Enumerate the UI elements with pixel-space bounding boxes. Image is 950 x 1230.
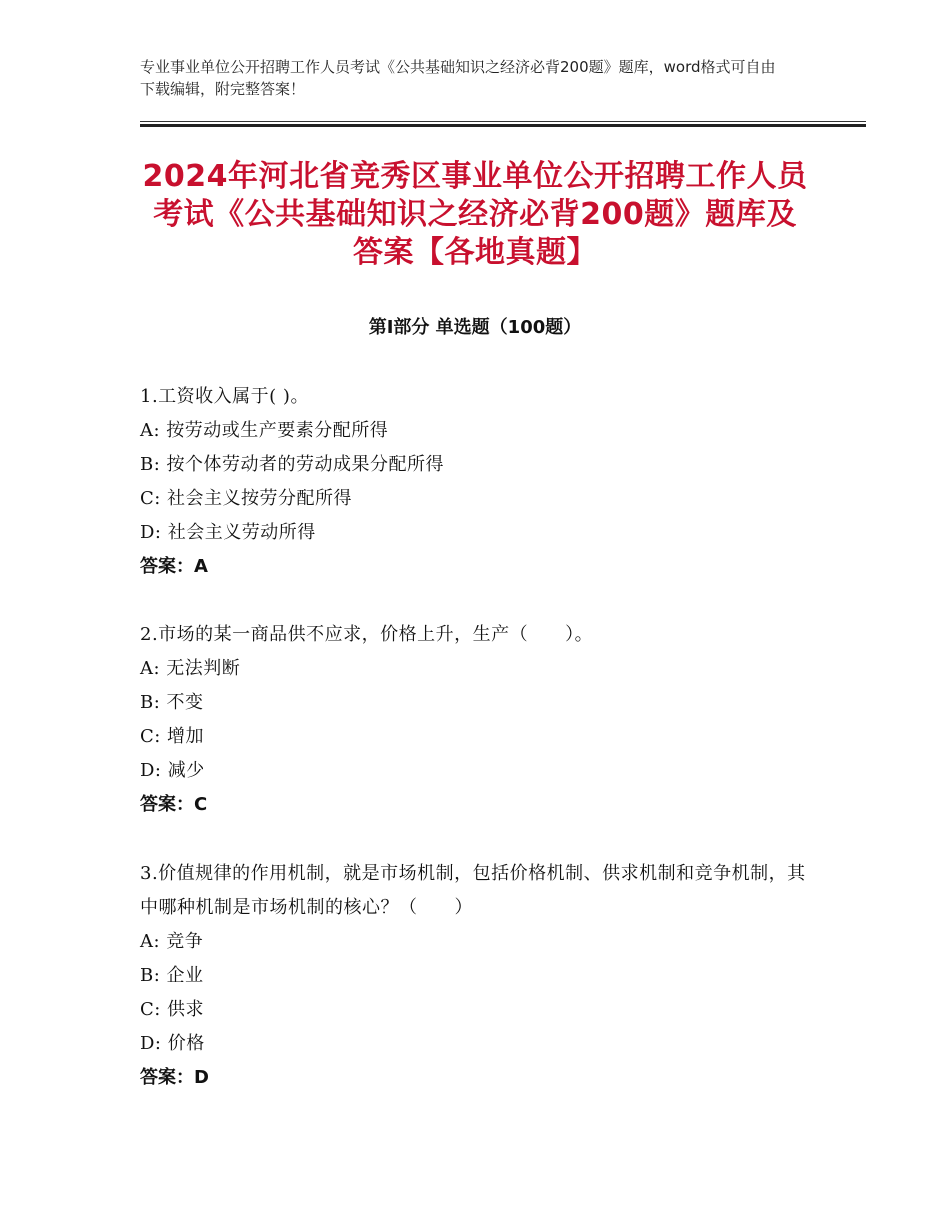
option-d: D: 社会主义劳动所得 — [140, 522, 316, 543]
answer: 答案：A — [140, 556, 208, 577]
option-b: B: 企业 — [140, 965, 204, 986]
option-c: C: 社会主义按劳分配所得 — [140, 488, 353, 509]
header-divider-thick — [140, 124, 866, 127]
option-a: A: 按劳动或生产要素分配所得 — [140, 420, 389, 441]
section-heading: 第Ⅰ部分 单选题（100题） — [368, 317, 582, 338]
header-divider-thin — [140, 121, 866, 122]
option-b: B: 按个体劳动者的劳动成果分配所得 — [140, 454, 445, 475]
option-d: D: 减少 — [140, 760, 205, 781]
question-1 — [140, 380, 820, 584]
option-c: C: 供求 — [140, 999, 205, 1020]
document-title: 2024年河北省竞秀区事业单位公开招聘工作人员考试《公共基础知识之经济必背200题》题库及答案【各地真题】 — [142, 159, 808, 270]
answer: 答案：D — [140, 1067, 209, 1088]
header-note: 专业事业单位公开招聘工作人员考试《公共基础知识之经济必背200题》题库，word格式可自由下载编辑，附完整答案！ — [140, 58, 776, 98]
question-3 — [140, 857, 820, 1095]
question-stem: 3.价值规律的作用机制，就是市场机制，包括价格机制、供求机制和竞争机制，其中哪种机制是市场机制的核心？（ ） — [140, 863, 806, 918]
question-stem: 1.工资收入属于( )。 — [140, 386, 309, 407]
question-stem: 2.市场的某一商品供不应求，价格上升，生产（ ）。 — [140, 624, 594, 645]
question-2 — [140, 618, 820, 822]
option-a: A: 无法判断 — [140, 658, 241, 679]
answer: 答案：C — [140, 794, 208, 815]
option-b: B: 不变 — [140, 692, 204, 713]
option-d: D: 价格 — [140, 1033, 205, 1054]
option-a: A: 竞争 — [140, 931, 204, 952]
option-c: C: 增加 — [140, 726, 205, 747]
